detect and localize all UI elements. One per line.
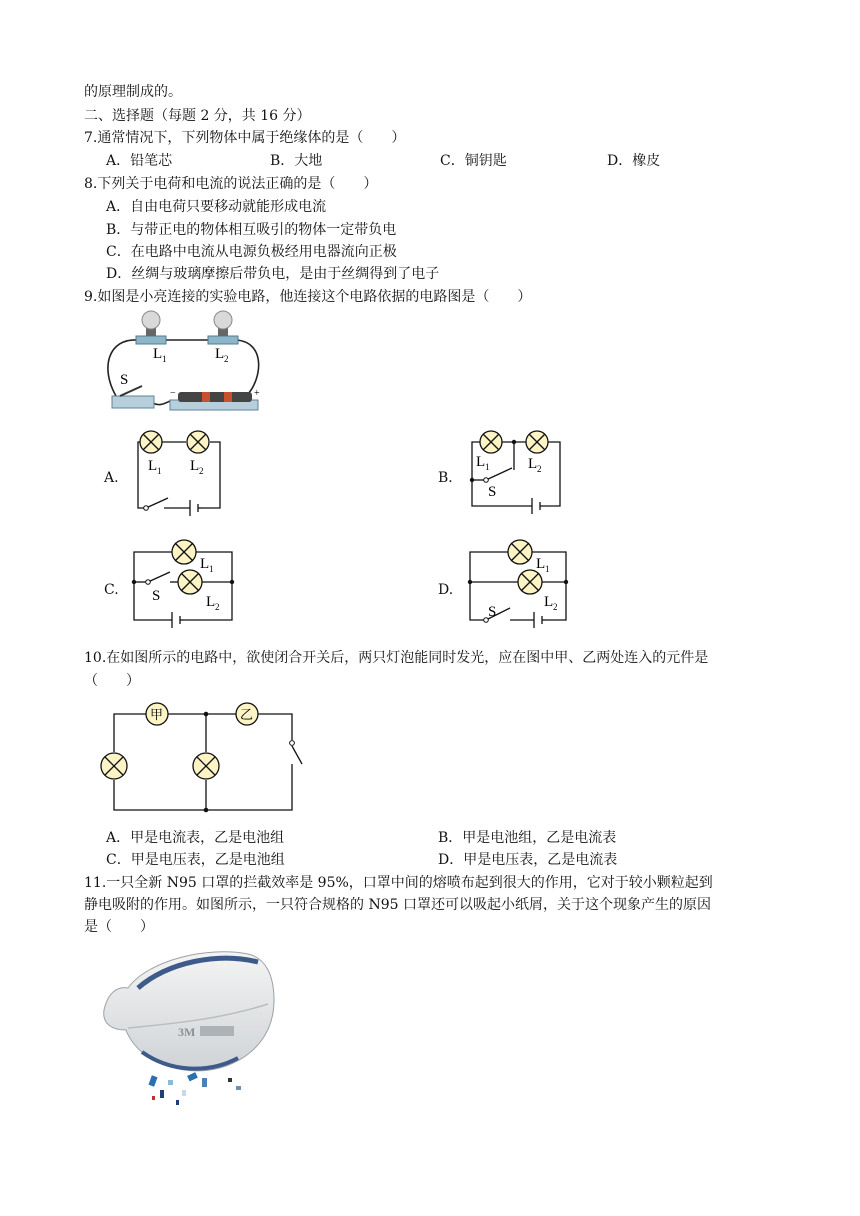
svg-text:L: L xyxy=(190,458,200,474)
yi-label: 乙 xyxy=(240,707,254,722)
q10-stem-line2: （ ） xyxy=(84,673,140,689)
q7-option-d: D．橡皮 xyxy=(607,153,661,169)
q10-stem-line1: 10.在如图所示的电路中，欲使闭合开关后，两只灯泡能同时发光，应在图中甲、乙两处连入的元件是 xyxy=(84,650,709,666)
jia-label: 甲 xyxy=(150,707,164,722)
q7-option-b: B．大地 xyxy=(270,153,323,169)
q8-stem: 8.下列关于电荷和电流的说法正确的是（ ） xyxy=(84,176,378,192)
q8-option-a: A．自由电荷只要移动就能形成电流 xyxy=(106,199,327,215)
mask-brand-text: 3M xyxy=(178,1025,196,1039)
svg-text:1: 1 xyxy=(157,466,162,476)
svg-text:2: 2 xyxy=(199,466,204,476)
q8-option-c: C．在电路中电流从电源负极经用电器流向正极 xyxy=(106,244,397,260)
q8-option-b: B．与带正电的物体相互吸引的物体一定带负电 xyxy=(106,222,397,238)
q9-option-d-letter: D. xyxy=(438,582,454,598)
q9-option-d-diagram xyxy=(462,536,574,640)
svg-text:L: L xyxy=(544,594,554,610)
svg-text:2: 2 xyxy=(215,602,220,612)
svg-text:S: S xyxy=(488,604,497,620)
svg-text:2: 2 xyxy=(553,602,558,612)
q11-mask-photo xyxy=(98,940,282,1110)
photo-switch-s xyxy=(112,372,154,408)
q9-stem: 9.如图是小亮连接的实验电路，他连接这个电路依据的电路图是（ ） xyxy=(84,289,532,305)
q10-option-c: C．甲是电压表，乙是电池组 xyxy=(106,852,285,868)
photo-lamp-l2 xyxy=(208,311,238,364)
photo-label-s: S xyxy=(120,372,129,388)
photo-label-l2: L xyxy=(215,346,225,362)
svg-text:2: 2 xyxy=(224,354,229,364)
q10-option-d: D．甲是电压表，乙是电流表 xyxy=(438,852,618,868)
q10-option-a: A．甲是电流表，乙是电池组 xyxy=(106,830,285,846)
photo-label-l1: L xyxy=(153,346,163,362)
paper-scraps xyxy=(148,1072,241,1105)
svg-text:L: L xyxy=(200,556,210,572)
svg-text:L: L xyxy=(528,456,538,472)
n95-mask xyxy=(104,952,274,1071)
lamp-l2 xyxy=(187,431,209,453)
q9-option-b-letter: B. xyxy=(438,470,453,486)
svg-text:+: + xyxy=(254,388,260,399)
svg-text:1: 1 xyxy=(209,564,214,574)
svg-text:L: L xyxy=(206,594,216,610)
q9-option-a-diagram xyxy=(128,428,228,524)
q7-stem: 7.通常情况下，下列物体中属于绝缘体的是（ ） xyxy=(84,130,406,146)
q7-option-c: C．铜钥匙 xyxy=(440,153,507,169)
q11-line2: 静电吸附的作用。如图所示，一只符合规格的 N95 口罩还可以吸起小纸屑，关于这个现象产生的原因 xyxy=(84,897,711,913)
svg-text:2: 2 xyxy=(537,464,542,474)
q9-option-c-diagram xyxy=(128,536,240,640)
section-title: 二、选择题（每题 2 分，共 16 分） xyxy=(84,108,311,124)
photo-battery xyxy=(170,388,260,410)
q10-circuit-diagram xyxy=(96,698,308,816)
svg-text:1: 1 xyxy=(162,354,167,364)
svg-text:S: S xyxy=(152,588,161,604)
q9-option-b-diagram xyxy=(462,424,572,524)
svg-text:1: 1 xyxy=(485,462,490,472)
svg-text:−: − xyxy=(170,388,176,399)
q7-option-a: A．铅笔芯 xyxy=(106,153,173,169)
previous-question-tail: 的原理制成的。 xyxy=(84,84,182,100)
q9-circuit-photo xyxy=(98,308,268,414)
lamp-l1 xyxy=(140,431,162,453)
svg-text:1: 1 xyxy=(545,564,550,574)
photo-lamp-l1 xyxy=(136,311,167,364)
q9-option-c-letter: C. xyxy=(104,582,119,598)
svg-text:S: S xyxy=(488,484,497,500)
q11-line1: 11.一只全新 N95 口罩的拦截效率是 95%，口罩中间的熔喷布起到很大的作用，它对于较小颗粒起到 xyxy=(84,875,713,891)
svg-text:L: L xyxy=(536,556,546,572)
q8-option-d: D．丝绸与玻璃摩擦后带负电，是由于丝绸得到了电子 xyxy=(106,266,440,282)
svg-text:L: L xyxy=(148,458,158,474)
svg-text:L: L xyxy=(476,454,486,470)
q9-option-a-letter: A. xyxy=(104,470,119,486)
q11-line3: 是（ ） xyxy=(84,919,154,935)
q10-option-b: B．甲是电池组，乙是电流表 xyxy=(438,830,617,846)
